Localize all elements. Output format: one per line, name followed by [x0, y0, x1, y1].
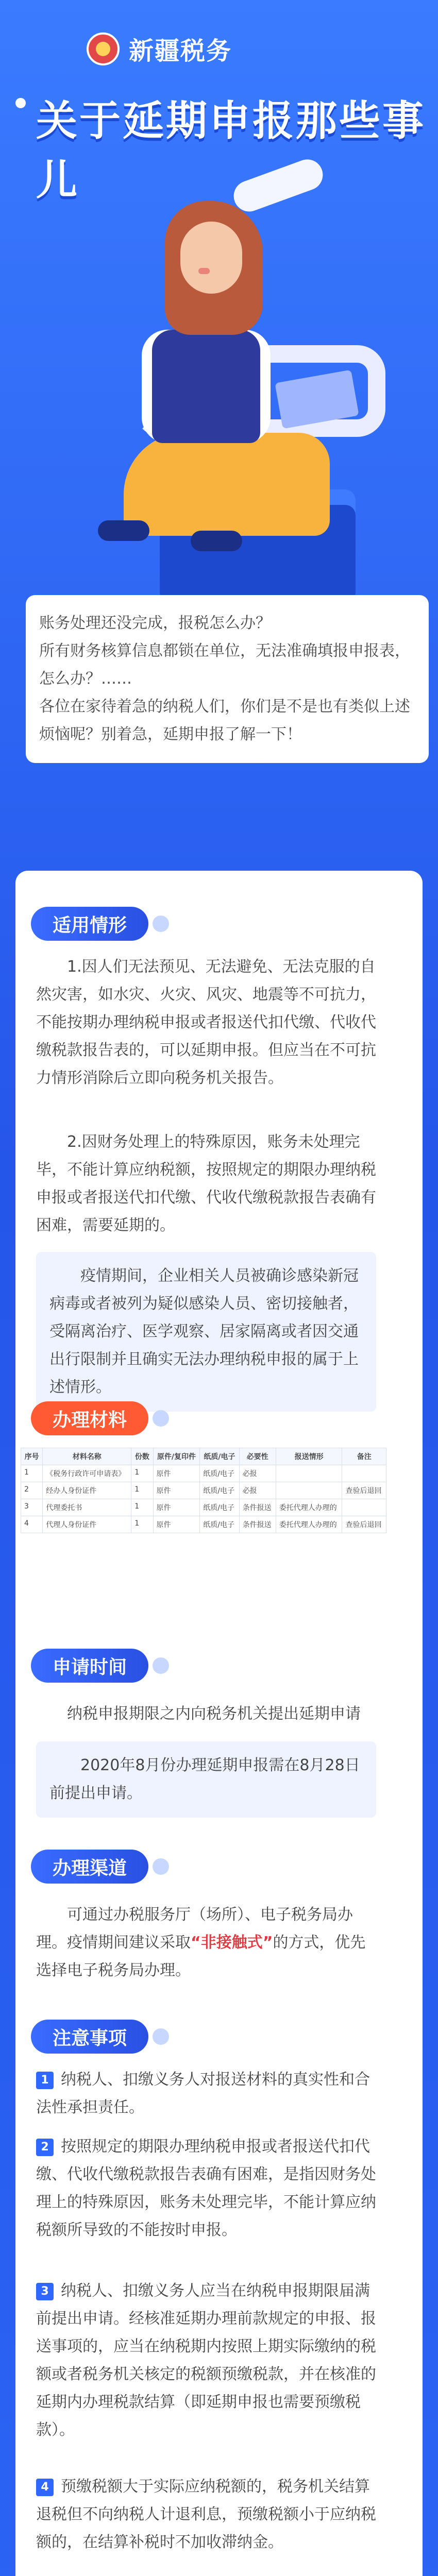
notice-item-2: [36, 2133, 376, 2244]
materials-header-cell: 序号: [21, 1448, 43, 1465]
section-title-text: 注意事项: [53, 2027, 127, 2049]
table-cell: 原件: [153, 1516, 200, 1533]
table-row: [21, 1499, 386, 1516]
table-cell: 《税务行政许可申请表》: [43, 1465, 131, 1482]
channel-highlight: “非接触式”: [191, 1934, 273, 1952]
intro-line-1: 账务处理还没完成，报税怎么办？: [39, 614, 271, 632]
channel-text-after: 的方式，优先选择电子税务局办理。: [36, 1934, 366, 1979]
title-decoration-dot: [15, 98, 26, 108]
table-cell: 原件: [153, 1482, 200, 1499]
applicable-note-box: 疫情期间，企业相关人员被确诊感染新冠病毒或者被列为疑似感染人员、密切接触者，受隔离治疗、医学观察、居家隔离或者因交通出行限制并且确实无法办理纳税申报的属于上述情形。: [36, 1252, 376, 1412]
section-title-time: [31, 1649, 148, 1683]
face-shape: [180, 222, 242, 294]
notice-item-4: [36, 2473, 376, 2556]
notice-item-3: [36, 2277, 376, 2444]
table-cell: 必报: [239, 1482, 276, 1499]
paper-curl-shape: [229, 155, 327, 216]
channel-paragraph: [36, 1901, 376, 1985]
intro-card: [26, 595, 429, 763]
section-title-dot: [153, 1410, 169, 1427]
brand-name: 新疆税务: [129, 37, 232, 65]
cheek-shape: [198, 268, 210, 274]
table-cell: 1: [131, 1516, 153, 1533]
table-cell: 纸质/电子: [200, 1465, 239, 1482]
notice-item-1: [36, 2066, 376, 2122]
legs-shape: [124, 433, 330, 536]
table-cell: 查验后退回: [342, 1482, 386, 1499]
time-note-box: 2020年8月份办理延期申报需在8月28日前提出申请。: [36, 1741, 376, 1818]
table-cell: 原件: [153, 1465, 200, 1482]
section-title-text: 办理渠道: [53, 1857, 127, 1879]
table-cell: 代理委托书: [43, 1499, 131, 1516]
time-paragraph-1: 纳税申报期限之内向税务机关提出延期申请: [67, 1705, 361, 1723]
materials-header-cell: 份数: [131, 1448, 153, 1465]
table-cell: 纸质/电子: [200, 1482, 239, 1499]
section-title-text: 办理材料: [53, 1409, 127, 1431]
channel-text-before: 可通过办税服务厅（场所）、电子税务局办理。疫情期间建议采取: [36, 1906, 353, 1952]
table-cell: [342, 1499, 386, 1516]
number-badge: 3: [36, 2283, 54, 2300]
number-badge: 1: [36, 2072, 54, 2089]
section-title-dot: [153, 1858, 169, 1875]
notice-item-5: [36, 2571, 376, 2576]
materials-header-cell: 材料名称: [43, 1448, 131, 1465]
table-cell: 纸质/电子: [200, 1499, 239, 1516]
section-title-channel: [31, 1850, 148, 1884]
intro-line-3: 各位在家待着急的纳税人们，你们是不是也有类似上述烦恼呢？别着急，延期申报了解一下！: [39, 698, 410, 743]
illustration-woman-with-papers: [36, 160, 402, 598]
notice-item-text: 纳税人、扣缴义务人对报送材料的真实性和合法性承担责任。: [36, 2071, 370, 2116]
table-cell: 纸质/电子: [200, 1516, 239, 1533]
materials-table-header-row: [21, 1448, 386, 1465]
section-title-text: 申请时间: [53, 1656, 127, 1678]
notice-item-text: 预缴税额大于实际应纳税额的，税务机关结算退税但不向纳税人计退利息，预缴税额小于应纳税额的，在结算补税时不加收滞纳金。: [36, 2478, 376, 2551]
section-title-dot: [153, 1657, 169, 1674]
table-cell: 条件报送: [239, 1499, 276, 1516]
table-cell: 查验后退回: [342, 1516, 386, 1533]
shoe-left: [98, 520, 149, 541]
table-cell: [276, 1482, 342, 1499]
tax-emblem-icon: [87, 32, 120, 65]
materials-header-cell: 必要性: [239, 1448, 276, 1465]
table-cell: 4: [21, 1516, 43, 1533]
table-cell: 1: [131, 1465, 153, 1482]
table-cell: 1: [131, 1499, 153, 1516]
applicable-paragraph-1: 1.因人们无法预见、无法避免、无法克服的自然灾害，如水灾、火灾、风灾、地震等不可抗力，不能按期办理纳税申报或者报送代扣代缴、代收代缴税款报告表的，可以延期申报。但应当在不可抗力情形消除后立即向税务机关报告。: [36, 958, 376, 1087]
table-cell: 原件: [153, 1499, 200, 1516]
jacket-shape: [152, 330, 260, 443]
table-cell: 1: [131, 1482, 153, 1499]
page-title: 关于延期申报那些事儿: [36, 97, 426, 204]
shoe-right: [191, 531, 242, 551]
number-badge: 2: [36, 2139, 54, 2156]
materials-header-cell: 原件/复印件: [153, 1448, 200, 1465]
table-row: [21, 1516, 386, 1533]
table-cell: [276, 1465, 342, 1482]
table-cell: [342, 1465, 386, 1482]
table-cell: 2: [21, 1482, 43, 1499]
applicable-paragraph-2: 2.因财务处理上的特殊原因，账务未处理完毕，不能计算应纳税额，按照规定的期限办理纳税申报或者报送代扣代缴、代收代缴税款报告表确有困难，需要延期的。: [36, 1133, 376, 1234]
materials-header-cell: 报送情形: [276, 1448, 342, 1465]
table-row: [21, 1465, 386, 1482]
header-logo: [87, 31, 232, 66]
section-title-applicable: [31, 907, 148, 941]
table-cell: 3: [21, 1499, 43, 1516]
table-cell: 经办人身份证件: [43, 1482, 131, 1499]
notice-item-text: 按照规定的期限办理纳税申报或者报送代扣代缴、代收代缴税款报告表确有困难，是指因财务处理上的特殊原因，账务未处理完毕，不能计算应纳税额所导致的不能按时申报。: [36, 2138, 376, 2239]
intro-line-2: 所有财务核算信息都锁在单位，无法准确填报申报表，怎么办？……: [39, 642, 410, 688]
section-title-dot: [153, 2028, 169, 2045]
materials-table: [21, 1448, 386, 1533]
table-row: [21, 1482, 386, 1499]
section-title-materials: [31, 1401, 148, 1435]
section-title-text: 适用情形: [53, 914, 127, 936]
number-badge: 4: [36, 2479, 54, 2496]
materials-header-cell: 纸质/电子: [200, 1448, 239, 1465]
materials-header-cell: 备注: [342, 1448, 386, 1465]
table-cell: 委托代理人办理的: [276, 1516, 342, 1533]
table-cell: 条件报送: [239, 1516, 276, 1533]
section-title-notice: [31, 2020, 148, 2054]
table-cell: 代理人身份证件: [43, 1516, 131, 1533]
table-cell: 1: [21, 1465, 43, 1482]
notice-item-text: 纳税人、扣缴义务人应当在纳税申报期限届满前提出申请。经核准延期办理前款规定的申报、报送事项的，应当在纳税期内按照上期实际缴纳的税额或者税务机关核定的税额预缴税款，并在核准的延期内办理税款结算（即延期申报也需要预缴税款）。: [36, 2282, 376, 2439]
table-cell: 委托代理人办理的: [276, 1499, 342, 1516]
table-cell: 必报: [239, 1465, 276, 1482]
section-title-dot: [153, 916, 169, 932]
